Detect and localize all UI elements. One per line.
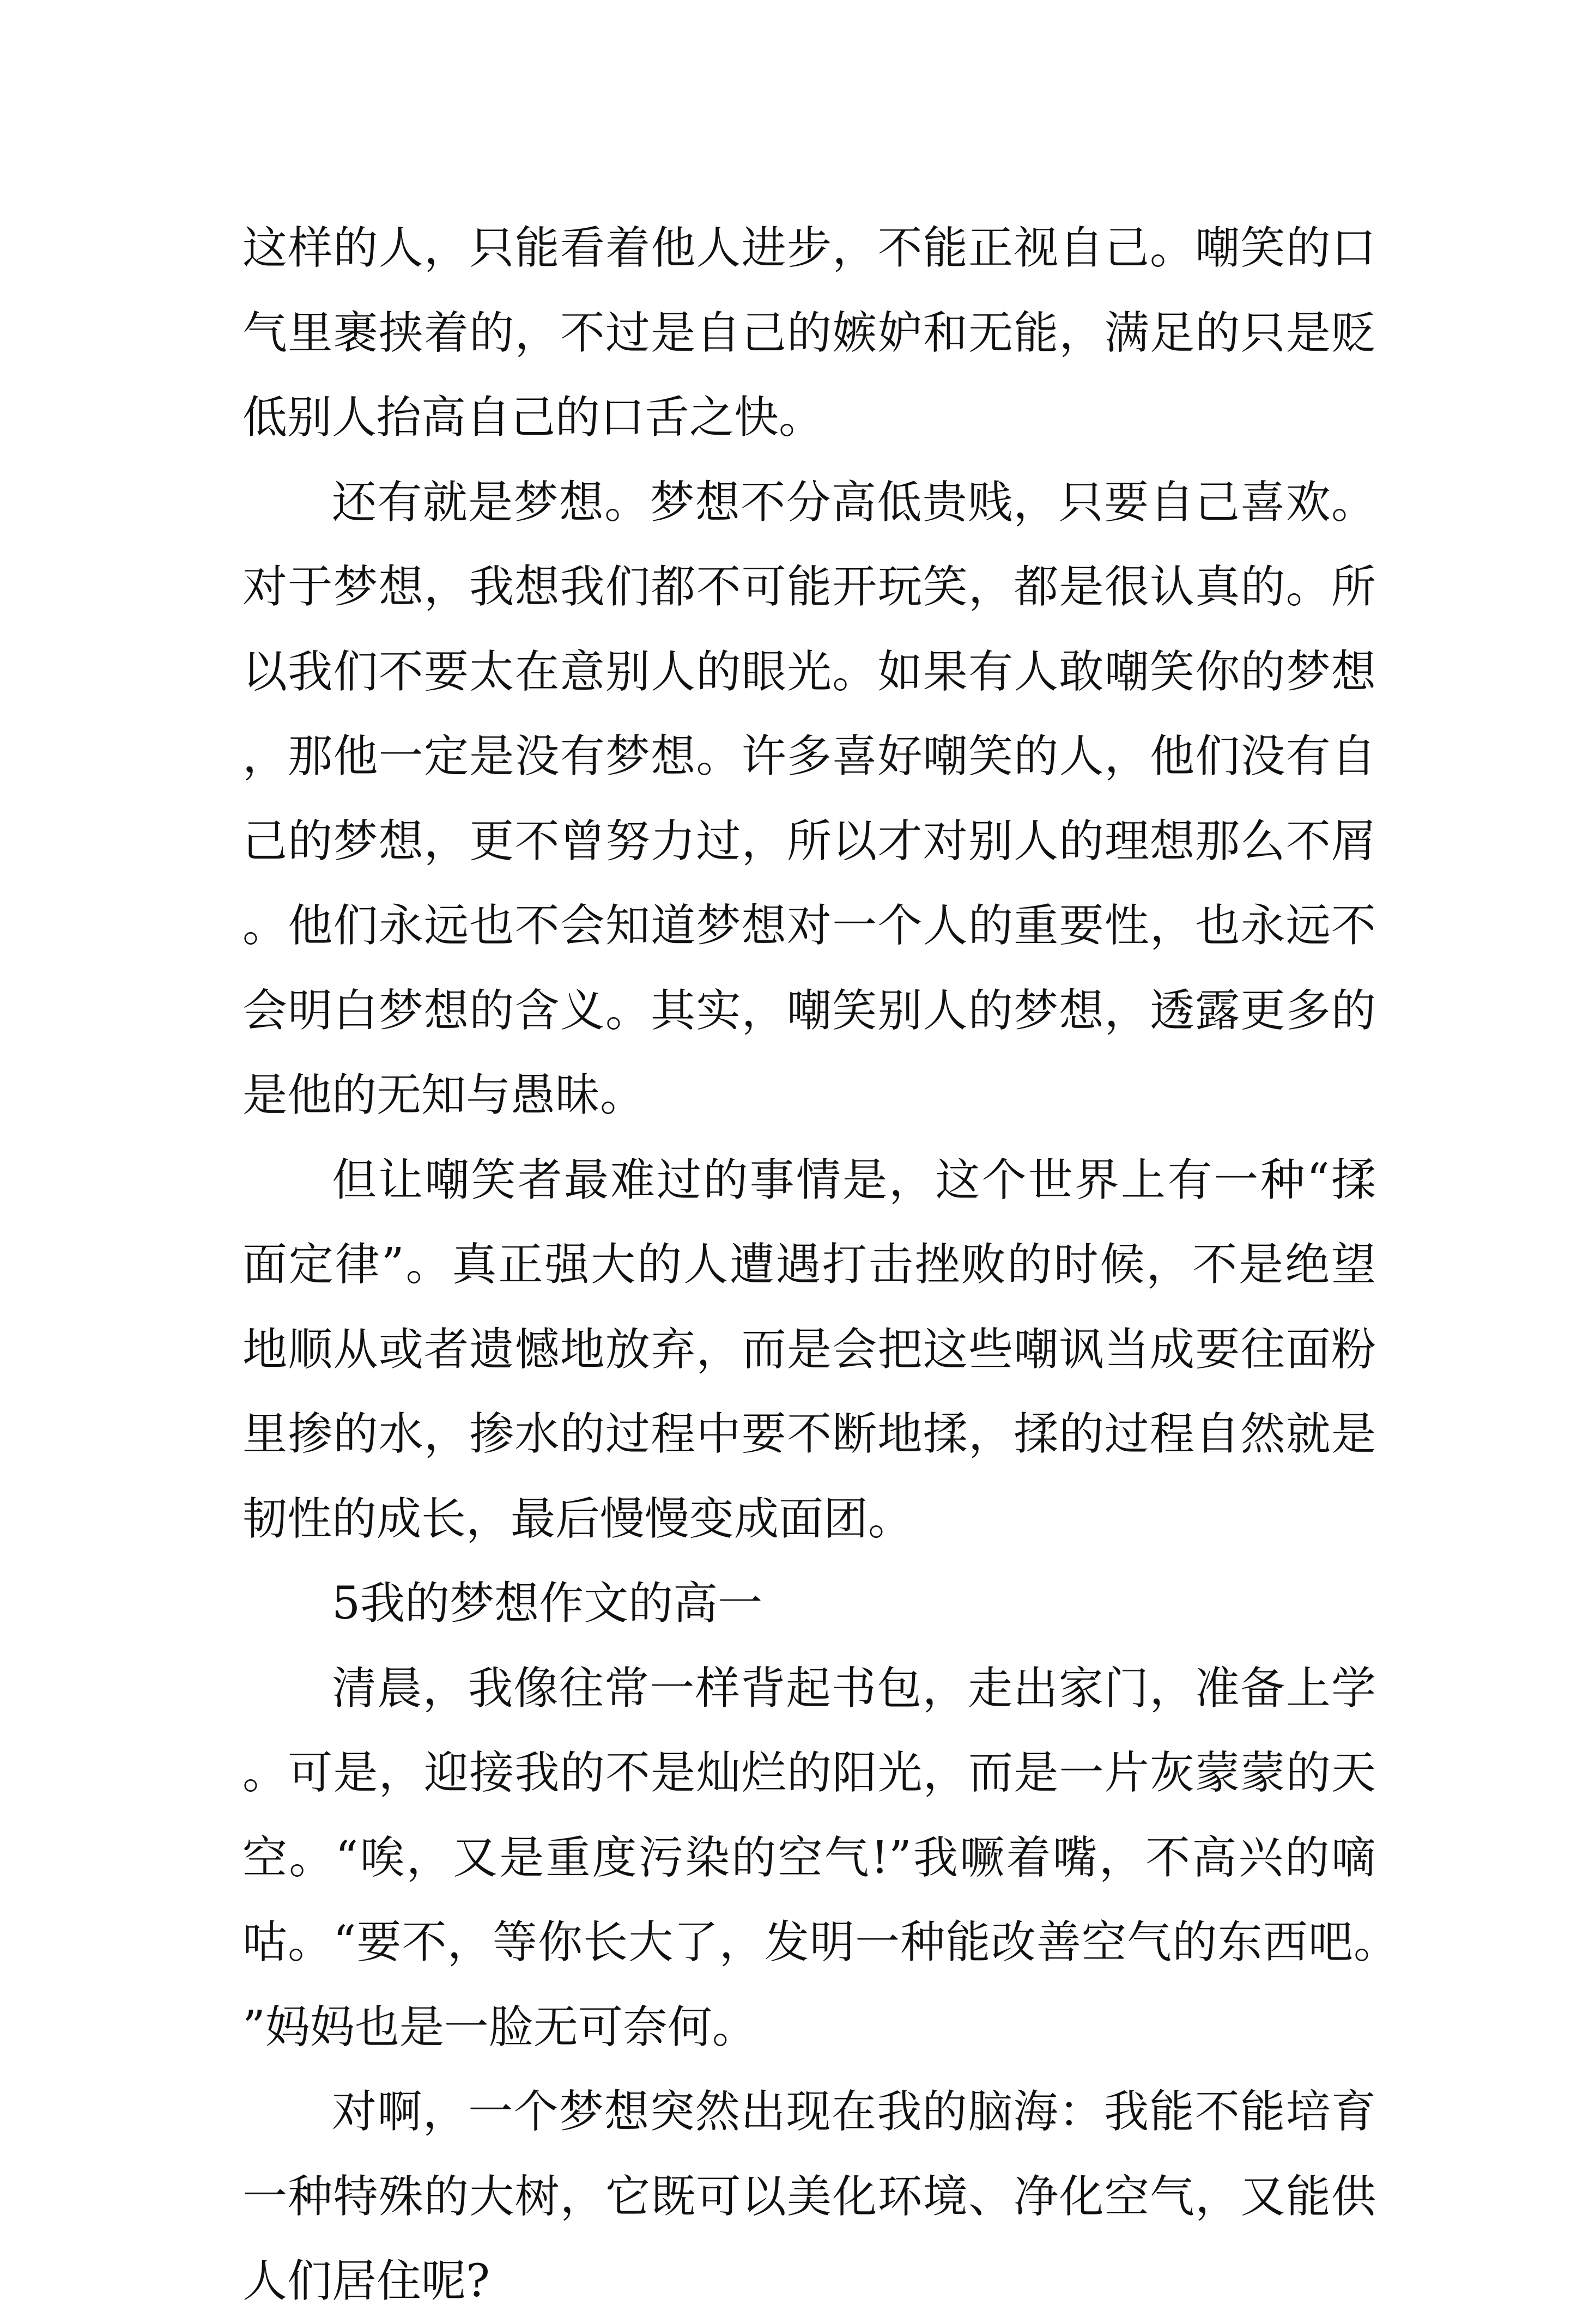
paragraph-1: 这样的人，只能看着他人进步，不能正视自己。嘲笑的口气里裹挟着的，不过是自己的嫉妒和无能，满足的只是贬低别人抬高自己的口舌之快。: [242, 222, 1376, 443]
paragraph-3: 但让嘲笑者最难过的事情是，这个世界上有一种“揉面定律”。真正强大的人遭遇打击挫败的时候，不是绝望地顺从或者遗憾地放弃，而是会把这些嘲讽当成要往面粉里掺的水，掺水的过程中要不断地揉，揉的过程自然就是韧性的成长，最后慢慢变成面团。: [242, 1154, 1376, 1545]
section-heading: 5我的梦想作文的高一: [332, 1578, 763, 1629]
paragraph-5: 对啊，一个梦想突然出现在我的脑海：我能不能培育一种特殊的大树，它既可以美化环境、净化空气，又能供人们居住呢?: [242, 2086, 1376, 2307]
paragraph-2: 还有就是梦想。梦想不分高低贵贱，只要自己喜欢。对于梦想，我想我们都不可能开玩笑，都是很认真的。所以我们不要太在意别人的眼光。如果有人敢嘲笑你的梦想，那他一定是没有梦想。许多喜好嘲笑的人，他们没有自己的梦想，更不曾努力过，所以才对别人的理想那么不屑。他们永远也不会知道梦想对一个人的重要性，也永远不会明白梦想的含义。其实，嘲笑别人的梦想，透露更多的是他的无知与愚昧。: [242, 476, 1376, 1121]
document-body: [242, 206, 1376, 2324]
paragraph-4: 清晨，我像往常一样背起书包，走出家门，准备上学。可是，迎接我的不是灿烂的阳光，而是一片灰蒙蒙的天空。“唉，又是重度污染的空气!”我噘着嘴，不高兴的嘀咕。“要不，等你长大了，发明一种能改善空气的东西吧。”妈妈也是一脸无可奈何。: [242, 1662, 1376, 2053]
